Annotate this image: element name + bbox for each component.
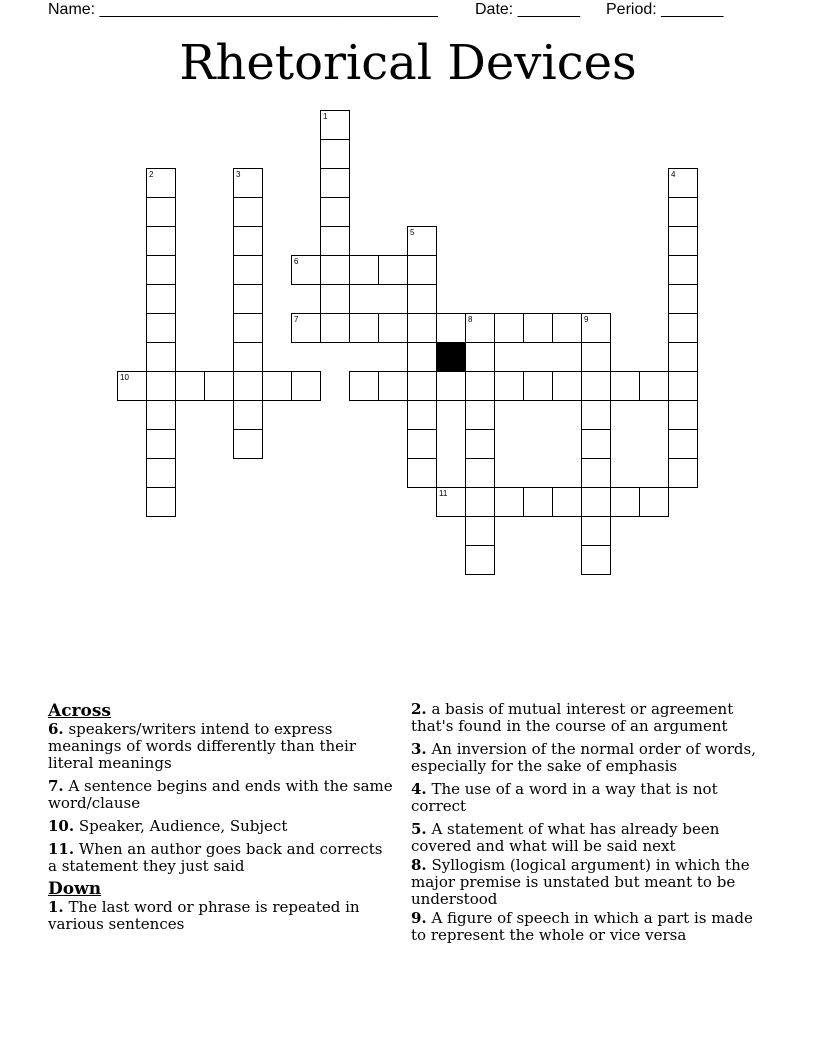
grid-cell	[292, 372, 321, 401]
grid-cell	[524, 314, 553, 343]
grid-cell	[147, 372, 176, 401]
clue-text: A figure of speech in which a part is made to represent the whole or vice versa	[411, 909, 753, 944]
cell-number: 6	[294, 257, 299, 266]
clue-text: Speaker, Audience, Subject	[78, 817, 288, 835]
grid-cell	[669, 256, 698, 285]
grid-cell	[582, 372, 611, 401]
black-cell	[437, 343, 466, 372]
grid-cell	[495, 314, 524, 343]
grid-cell	[582, 343, 611, 372]
grid-cell	[147, 459, 176, 488]
grid-cell	[466, 517, 495, 546]
cell-number: 5	[410, 228, 415, 237]
across-clue	[48, 778, 393, 812]
grid-cell	[437, 372, 466, 401]
clue-number: 8.	[411, 856, 427, 874]
puzzle-title: Rhetorical Devices	[179, 35, 637, 91]
grid-cell	[495, 488, 524, 517]
grid-cell	[321, 227, 350, 256]
cell-number: 3	[236, 170, 241, 179]
down-clue	[411, 781, 761, 815]
grid-cell	[234, 285, 263, 314]
clue-text: A statement of what has already been covered and what will be said next	[411, 820, 720, 855]
clue-text: A sentence begins and ends with the same word/clause	[48, 777, 393, 812]
grid-cell	[408, 401, 437, 430]
grid-cell	[553, 372, 582, 401]
grid-cell	[437, 314, 466, 343]
grid-cell	[669, 285, 698, 314]
grid-cell	[582, 401, 611, 430]
grid-cell	[234, 198, 263, 227]
across-clue	[48, 841, 393, 875]
grid-cell	[466, 430, 495, 459]
grid-cell	[582, 459, 611, 488]
grid-cell	[408, 430, 437, 459]
clue-text: a basis of mutual interest or agreement that's found in the course of an argument	[411, 700, 734, 735]
grid-cell	[147, 488, 176, 517]
grid-cell	[640, 372, 669, 401]
grid-cell	[553, 314, 582, 343]
grid-cell	[669, 372, 698, 401]
grid-cell	[524, 488, 553, 517]
date-field-label: Date: _______	[475, 1, 580, 18]
clue-number: 3.	[411, 740, 427, 758]
grid-cell	[350, 372, 379, 401]
clue-text: Syllogism (logical argument) in which the major premise is unstated but meant to be understood	[411, 856, 750, 908]
down-heading: Down	[48, 879, 102, 899]
grid-cell	[466, 401, 495, 430]
grid-cell	[669, 401, 698, 430]
down-clue	[411, 701, 761, 735]
cell-number: 11	[439, 489, 448, 498]
grid-cell	[234, 372, 263, 401]
clue-text: speakers/writers intend to express meanings of words differently than their literal meanings	[48, 720, 356, 772]
grid-cell	[408, 372, 437, 401]
grid-cell	[147, 285, 176, 314]
clue-number: 2.	[411, 700, 427, 718]
grid-cell	[234, 314, 263, 343]
grid-cell	[582, 430, 611, 459]
grid-cell	[466, 343, 495, 372]
grid-cell	[176, 372, 205, 401]
grid-cell	[669, 430, 698, 459]
grid-cell	[234, 227, 263, 256]
grid-cell	[669, 198, 698, 227]
grid-cell	[321, 198, 350, 227]
clue-text: The last word or phrase is repeated in various sentences	[48, 898, 360, 933]
grid-cell	[466, 488, 495, 517]
down-clue	[411, 910, 761, 944]
down-clue	[48, 899, 393, 933]
grid-cell	[408, 256, 437, 285]
grid-cell	[582, 488, 611, 517]
clue-number: 9.	[411, 909, 427, 927]
grid-cell	[147, 227, 176, 256]
clue-number: 4.	[411, 780, 427, 798]
grid-cell	[234, 256, 263, 285]
grid-cell	[466, 546, 495, 575]
name-field-label: Name: ______________________________________	[48, 1, 438, 18]
grid-cell	[611, 372, 640, 401]
grid-cell	[669, 227, 698, 256]
grid-cell	[466, 372, 495, 401]
down-clue	[411, 741, 761, 775]
grid-cell	[234, 401, 263, 430]
grid-cell	[379, 314, 408, 343]
cell-number: 10	[120, 373, 129, 382]
grid-cell	[234, 343, 263, 372]
clue-text: When an author goes back and corrects a statement they just said	[48, 840, 383, 875]
grid-cell	[408, 343, 437, 372]
grid-cell	[321, 256, 350, 285]
grid-cell	[669, 459, 698, 488]
down-clue	[411, 857, 761, 908]
grid-cell	[553, 488, 582, 517]
across-clue	[48, 818, 393, 835]
grid-cell	[147, 343, 176, 372]
clue-text: An inversion of the normal order of words, especially for the sake of emphasis	[411, 740, 757, 775]
clue-number: 1.	[48, 898, 64, 916]
grid-cell	[147, 256, 176, 285]
grid-cell	[408, 459, 437, 488]
grid-cell	[669, 343, 698, 372]
period-field-label: Period: _______	[606, 1, 724, 18]
grid-cell	[147, 430, 176, 459]
grid-cell	[524, 372, 553, 401]
grid-cell	[321, 285, 350, 314]
down-clue	[411, 821, 761, 855]
grid-cell	[321, 140, 350, 169]
clues-right-column	[411, 701, 761, 950]
across-clue	[48, 721, 393, 772]
grid-cell	[611, 488, 640, 517]
clue-number: 11.	[48, 840, 75, 858]
grid-cell	[321, 314, 350, 343]
grid-cell	[495, 372, 524, 401]
grid-cell	[321, 169, 350, 198]
grid-cell	[582, 517, 611, 546]
cell-number: 9	[584, 315, 589, 324]
grid-cell	[350, 256, 379, 285]
cell-number: 2	[149, 170, 154, 179]
grid-cell	[669, 314, 698, 343]
grid-cell	[234, 430, 263, 459]
grid-cell	[640, 488, 669, 517]
cell-number: 7	[294, 315, 299, 324]
grid-cell	[205, 372, 234, 401]
clue-number: 5.	[411, 820, 427, 838]
across-heading: Across	[48, 701, 111, 721]
clue-number: 7.	[48, 777, 64, 795]
grid-cell	[408, 314, 437, 343]
grid-cell	[147, 401, 176, 430]
grid-cell	[379, 256, 408, 285]
grid-cell	[466, 459, 495, 488]
grid-cell	[379, 372, 408, 401]
cell-number: 4	[671, 170, 676, 179]
grid-cell	[582, 546, 611, 575]
clue-number: 6.	[48, 720, 64, 738]
grid-cell	[408, 285, 437, 314]
cell-number: 8	[468, 315, 473, 324]
clue-number: 10.	[48, 817, 75, 835]
clue-text: The use of a word in a way that is not correct	[411, 780, 718, 815]
grid-cell	[350, 314, 379, 343]
clues-left-column	[48, 701, 393, 939]
grid-cell	[147, 314, 176, 343]
cell-number: 1	[323, 112, 328, 121]
grid-cell	[147, 198, 176, 227]
grid-cell	[263, 372, 292, 401]
